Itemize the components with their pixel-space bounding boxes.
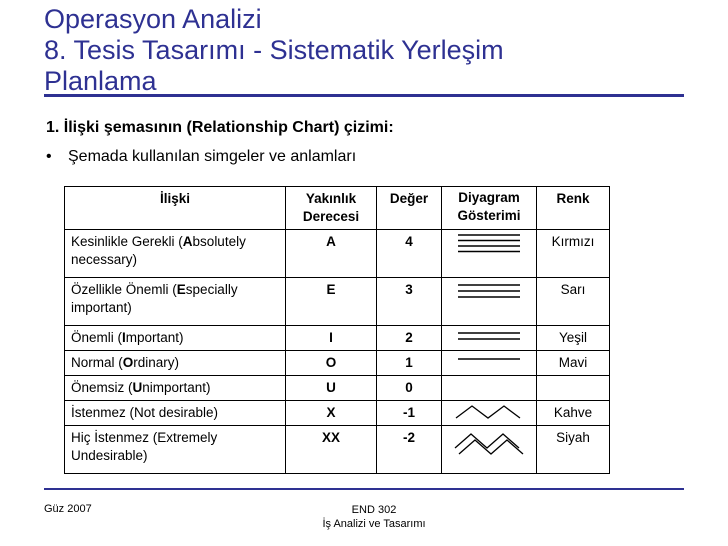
color-cell: Sarı bbox=[537, 278, 610, 326]
diagram-cell bbox=[442, 278, 537, 326]
bullet-item bbox=[46, 148, 356, 166]
color-cell: Kahve bbox=[537, 401, 610, 426]
title-line-3: Planlama bbox=[44, 66, 157, 96]
footer-course bbox=[300, 503, 448, 531]
table-row bbox=[65, 278, 610, 326]
closeness-cell: XX bbox=[286, 426, 377, 474]
two-lines-icon bbox=[456, 328, 522, 344]
section-heading: 1. İlişki şemasının (Relationship Chart) çizimi: bbox=[46, 119, 394, 136]
table-row bbox=[65, 376, 610, 401]
relation-cell: Kesinlikle Gerekli (Absolutely necessary) bbox=[65, 230, 286, 278]
closeness-cell: X bbox=[286, 401, 377, 426]
footer-semester: Güz 2007 bbox=[44, 503, 92, 515]
diagram-cell bbox=[442, 376, 537, 401]
value-cell: -1 bbox=[377, 401, 442, 426]
table-row bbox=[65, 401, 610, 426]
value-cell: -2 bbox=[377, 426, 442, 474]
header-diagram: Diyagram Gösterimi bbox=[442, 187, 537, 230]
value-cell: 4 bbox=[377, 230, 442, 278]
relation-cell: Normal (Ordinary) bbox=[65, 351, 286, 376]
title-line-1: Operasyon Analizi bbox=[44, 4, 262, 34]
slide-title bbox=[44, 4, 684, 97]
diagram-cell bbox=[442, 426, 537, 474]
footer-course-code: END 302 bbox=[351, 504, 397, 516]
diagram-cell bbox=[442, 401, 537, 426]
zigzag-icon bbox=[454, 403, 524, 421]
relation-cell: Önemsiz (Unimportant) bbox=[65, 376, 286, 401]
relation-cell: İstenmez (Not desirable) bbox=[65, 401, 286, 426]
double-zigzag-icon bbox=[453, 428, 525, 458]
closeness-cell: A bbox=[286, 230, 377, 278]
relation-cell: Özellikle Önemli (Especially important) bbox=[65, 278, 286, 326]
diagram-cell bbox=[442, 326, 537, 351]
relation-cell: Hiç İstenmez (Extremely Undesirable) bbox=[65, 426, 286, 474]
header-closeness: Yakınlık Derecesi bbox=[286, 187, 377, 230]
four-lines-icon bbox=[456, 232, 522, 254]
header-relation: İlişki bbox=[65, 187, 286, 230]
value-cell: 0 bbox=[377, 376, 442, 401]
table-row bbox=[65, 326, 610, 351]
color-cell: Siyah bbox=[537, 426, 610, 474]
value-cell: 1 bbox=[377, 351, 442, 376]
table-header-row bbox=[65, 187, 610, 230]
table-row bbox=[65, 426, 610, 474]
diagram-cell bbox=[442, 230, 537, 278]
table-row bbox=[65, 351, 610, 376]
color-cell: Kırmızı bbox=[537, 230, 610, 278]
value-cell: 2 bbox=[377, 326, 442, 351]
bullet-text: Şemada kullanılan simgeler ve anlamları bbox=[68, 148, 357, 165]
footer-course-name: İş Analizi ve Tasarımı bbox=[322, 518, 426, 530]
color-cell: Yeşil bbox=[537, 326, 610, 351]
title-line-2: 8. Tesis Tasarımı - Sistematik Yerleşim bbox=[44, 35, 504, 65]
header-value: Değer bbox=[377, 187, 442, 230]
closeness-cell: E bbox=[286, 278, 377, 326]
three-lines-icon bbox=[456, 280, 522, 302]
color-cell: Mavi bbox=[537, 351, 610, 376]
title-divider bbox=[44, 94, 684, 97]
closeness-cell: U bbox=[286, 376, 377, 401]
one-line-icon bbox=[456, 353, 522, 369]
closeness-cell: I bbox=[286, 326, 377, 351]
bullet-dot: • bbox=[46, 148, 52, 165]
header-color: Renk bbox=[537, 187, 610, 230]
relation-cell: Önemli (Important) bbox=[65, 326, 286, 351]
diagram-cell bbox=[442, 351, 537, 376]
relationship-table bbox=[64, 186, 610, 474]
table-row bbox=[65, 230, 610, 278]
color-cell bbox=[537, 376, 610, 401]
closeness-cell: O bbox=[286, 351, 377, 376]
value-cell: 3 bbox=[377, 278, 442, 326]
footer-divider bbox=[44, 488, 684, 490]
